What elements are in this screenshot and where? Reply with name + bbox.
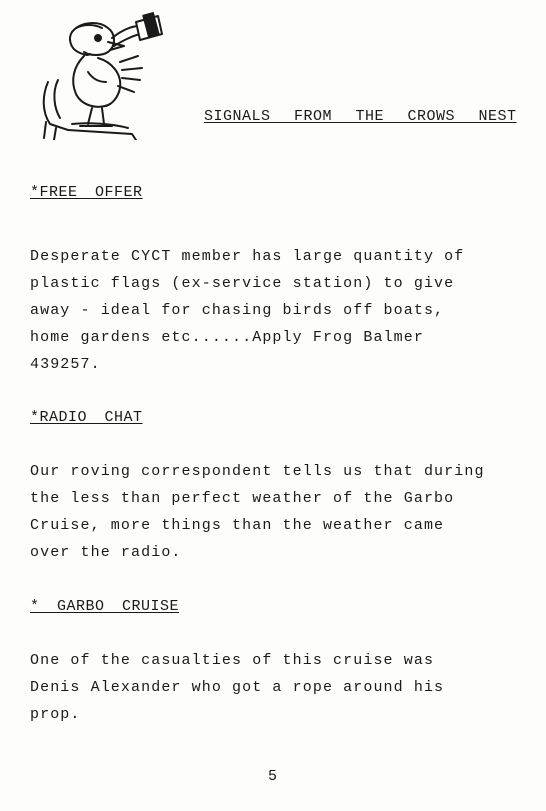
section-body-garbo-cruise [30, 647, 530, 728]
page-number: 5 [268, 768, 278, 785]
text-line: home gardens etc......Apply Frog Balmer [30, 329, 424, 346]
text-line: the less than perfect weather of the Garbo [30, 490, 455, 507]
text-line: Desperate CYCT member has large quantity of [30, 248, 465, 265]
section-heading-garbo-cruise: * GARBO CRUISE [30, 598, 180, 615]
section-body-free-offer [30, 243, 530, 378]
section-body-radio-chat [30, 458, 530, 566]
text-line: over the radio. [30, 544, 182, 561]
section-heading-free-offer: *FREE OFFER [30, 184, 143, 201]
text-line: prop. [30, 706, 81, 723]
text-line: plastic flags (ex-service station) to give [30, 275, 455, 292]
text-line: away - ideal for chasing birds off boats, [30, 302, 445, 319]
text-line: 439257. [30, 356, 101, 373]
text-line: Our roving correspondent tells us that during [30, 463, 485, 480]
text-line: Cruise, more things than the weather came [30, 517, 445, 534]
newsletter-title: SIGNALS FROM THE CROWS NEST [204, 108, 517, 125]
text-line: One of the casualties of this cruise was [30, 652, 435, 669]
section-heading-radio-chat: *RADIO CHAT [30, 409, 143, 426]
text-line: Denis Alexander who got a rope around his [30, 679, 445, 696]
crow-with-telescope-icon [28, 12, 174, 140]
